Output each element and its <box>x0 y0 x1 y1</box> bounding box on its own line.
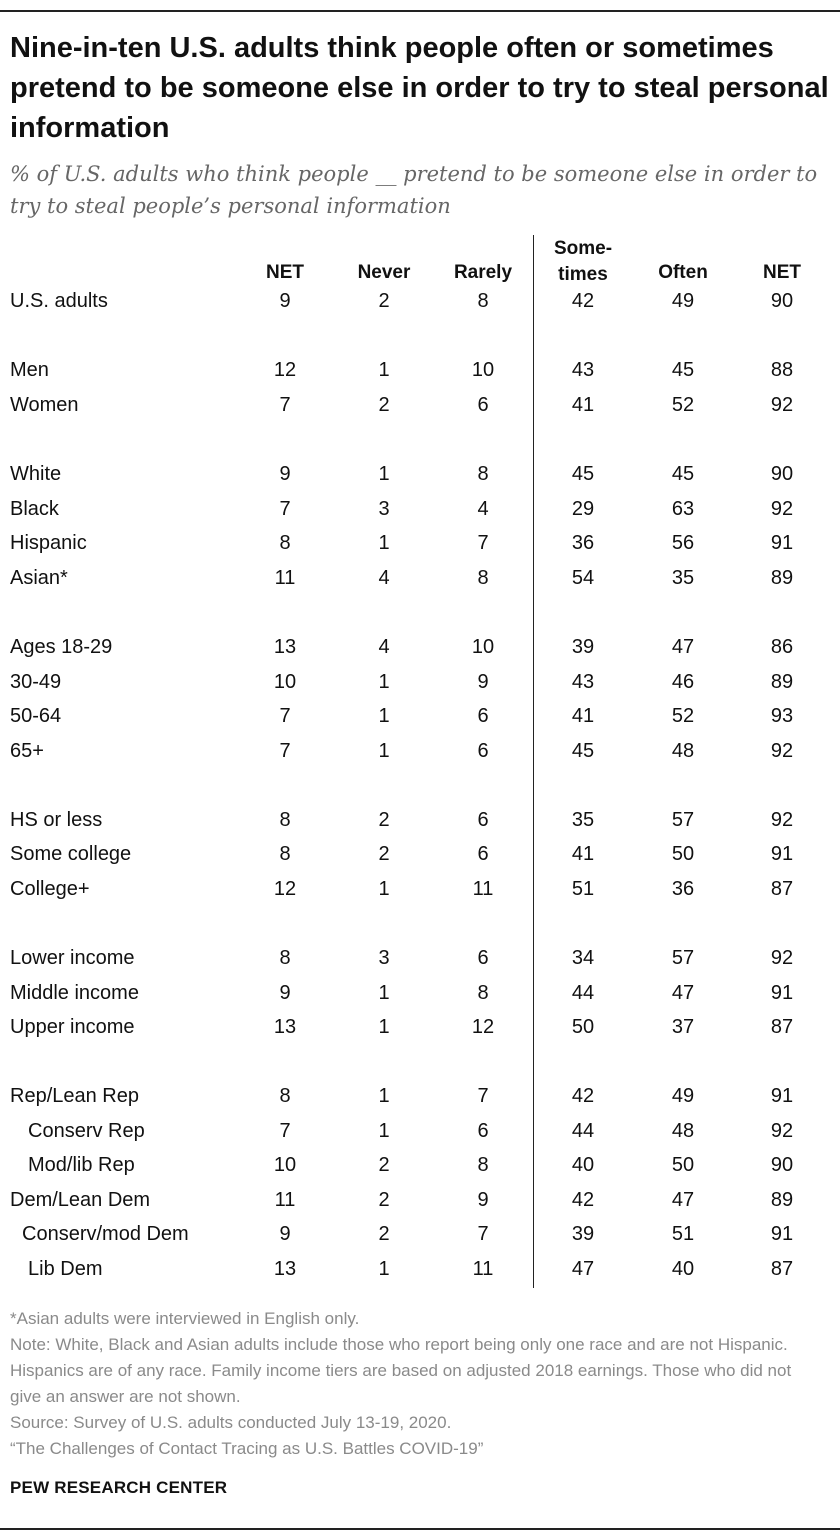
data-label-often: 40 <box>671 1258 695 1280</box>
data-label-sometimes: 50 <box>571 1016 595 1038</box>
data-label-net-high: 91 <box>770 982 794 1004</box>
row-label: Black <box>10 498 59 520</box>
row-label: Lib Dem <box>28 1258 103 1280</box>
data-label-rarely: 8 <box>477 567 489 589</box>
data-label-rarely: 6 <box>477 705 489 727</box>
table-row <box>0 1114 840 1148</box>
data-label-sometimes: 42 <box>571 1085 595 1107</box>
data-label-often: 48 <box>671 1120 695 1142</box>
table-row <box>0 837 840 871</box>
data-label-never: 1 <box>378 740 390 762</box>
column-header-often: Often <box>658 262 708 283</box>
data-label-never: 1 <box>378 705 390 727</box>
data-label-net-high: 91 <box>770 1085 794 1107</box>
data-label-net-low: 8 <box>279 809 291 831</box>
data-label-rarely: 6 <box>477 1120 489 1142</box>
data-label-rarely: 8 <box>477 1154 489 1176</box>
data-label-often: 50 <box>671 1154 695 1176</box>
table-row <box>0 1079 840 1113</box>
data-label-net-high: 93 <box>770 705 794 727</box>
data-label-net-high: 91 <box>770 532 794 554</box>
data-label-net-high: 90 <box>770 463 794 485</box>
data-label-sometimes: 34 <box>571 947 595 969</box>
data-label-sometimes: 54 <box>571 567 595 589</box>
table-row <box>0 872 840 906</box>
data-label-often: 51 <box>671 1223 695 1245</box>
data-label-often: 47 <box>671 982 695 1004</box>
data-label-often: 47 <box>671 1189 695 1211</box>
table-row <box>0 803 840 837</box>
row-label: White <box>10 463 62 485</box>
row-label: Mod/lib Rep <box>28 1154 135 1176</box>
methodology-note: Note: White, Black and Asian adults include those who report being only one race and are not Hispanic. Hispanics are of any race. Family income tiers are based on adjusted 2018 earnings. Those who did not give an answer are not shown. <box>10 1335 792 1406</box>
data-label-sometimes: 40 <box>571 1154 595 1176</box>
data-label-net-high: 92 <box>770 498 794 520</box>
data-label-often: 48 <box>671 740 695 762</box>
data-label-net-high: 87 <box>770 1258 794 1280</box>
data-label-net-low: 7 <box>279 394 291 416</box>
data-label-net-low: 7 <box>279 1120 291 1142</box>
row-label: Middle income <box>10 982 139 1004</box>
data-label-never: 1 <box>378 1258 390 1280</box>
data-label-rarely: 6 <box>477 809 489 831</box>
data-label-rarely: 7 <box>477 532 489 554</box>
row-label: Rep/Lean Rep <box>10 1085 139 1107</box>
data-label-net-low: 12 <box>273 878 297 900</box>
data-label-rarely: 12 <box>471 1016 495 1038</box>
table-row <box>0 1217 840 1251</box>
table-row <box>0 284 840 318</box>
data-label-net-low: 9 <box>279 290 291 312</box>
data-label-sometimes: 39 <box>571 1223 595 1245</box>
row-label: Men <box>10 359 49 381</box>
data-label-net-low: 8 <box>279 843 291 865</box>
data-label-often: 46 <box>671 671 695 693</box>
data-label-never: 1 <box>378 1016 390 1038</box>
column-divider <box>533 235 534 1288</box>
data-label-never: 1 <box>378 463 390 485</box>
data-label-often: 57 <box>671 809 695 831</box>
row-label: Dem/Lean Dem <box>10 1189 151 1211</box>
data-label-net-high: 92 <box>770 947 794 969</box>
data-label-net-low: 13 <box>273 1016 297 1038</box>
data-label-never: 2 <box>378 394 390 416</box>
top-rule <box>0 10 840 12</box>
row-label: U.S. adults <box>10 290 108 312</box>
data-label-never: 2 <box>378 1189 390 1211</box>
data-label-never: 1 <box>378 671 390 693</box>
asian-footnote: *Asian adults were interviewed in English only. <box>10 1309 360 1328</box>
table-row <box>0 1183 840 1217</box>
data-label-rarely: 10 <box>471 359 495 381</box>
data-label-never: 2 <box>378 809 390 831</box>
row-label: Conserv Rep <box>28 1120 145 1142</box>
data-label-often: 52 <box>671 705 695 727</box>
data-label-never: 3 <box>378 498 390 520</box>
table-row <box>0 630 840 664</box>
row-label: Lower income <box>10 947 135 969</box>
data-label-sometimes: 45 <box>571 740 595 762</box>
data-label-net-high: 92 <box>770 809 794 831</box>
data-label-net-low: 7 <box>279 498 291 520</box>
data-label-rarely: 4 <box>477 498 489 520</box>
table-row <box>0 734 840 768</box>
table-row <box>0 976 840 1010</box>
bottom-rule <box>0 1528 840 1530</box>
data-label-often: 36 <box>671 878 695 900</box>
data-label-sometimes: 43 <box>571 359 595 381</box>
pew-brand: PEW RESEARCH CENTER <box>10 1478 228 1497</box>
data-label-rarely: 8 <box>477 463 489 485</box>
data-label-rarely: 11 <box>472 878 494 900</box>
data-label-never: 1 <box>378 878 390 900</box>
data-label-often: 37 <box>671 1016 695 1038</box>
data-label-rarely: 8 <box>477 982 489 1004</box>
data-label-net-high: 92 <box>770 740 794 762</box>
data-label-never: 1 <box>378 359 390 381</box>
data-label-net-high: 89 <box>770 671 794 693</box>
data-label-often: 45 <box>671 463 695 485</box>
data-label-never: 1 <box>378 532 390 554</box>
data-label-often: 52 <box>671 394 695 416</box>
data-label-net-high: 89 <box>770 1189 794 1211</box>
data-label-net-high: 87 <box>770 1016 794 1038</box>
row-label: Asian* <box>10 567 68 589</box>
data-label-net-high: 89 <box>770 567 794 589</box>
row-label: Women <box>10 394 79 416</box>
data-label-rarely: 6 <box>477 947 489 969</box>
data-label-net-high: 87 <box>770 878 794 900</box>
data-label-rarely: 9 <box>477 671 489 693</box>
data-label-net-high: 90 <box>770 1154 794 1176</box>
data-label-rarely: 9 <box>477 1189 489 1211</box>
column-header-net-low: NET <box>266 262 304 283</box>
data-label-never: 2 <box>378 843 390 865</box>
data-label-sometimes: 41 <box>571 705 595 727</box>
data-label-net-low: 8 <box>279 1085 291 1107</box>
data-label-rarely: 8 <box>477 290 489 312</box>
data-label-net-low: 11 <box>274 567 296 589</box>
row-label: 50-64 <box>10 705 62 727</box>
table-row <box>0 457 840 491</box>
data-label-net-low: 8 <box>279 532 291 554</box>
data-label-sometimes: 39 <box>571 636 595 658</box>
data-label-rarely: 10 <box>471 636 495 658</box>
data-label-often: 35 <box>671 567 695 589</box>
column-header-never: Never <box>357 262 411 283</box>
row-label: Hispanic <box>10 532 87 554</box>
data-label-often: 57 <box>671 947 695 969</box>
data-label-sometimes: 51 <box>571 878 595 900</box>
table-row <box>0 665 840 699</box>
table-row <box>0 1252 840 1286</box>
table-row <box>0 561 840 595</box>
data-label-net-low: 9 <box>279 982 291 1004</box>
data-label-never: 2 <box>378 1154 390 1176</box>
row-label: College+ <box>10 878 90 900</box>
data-label-never: 3 <box>378 947 390 969</box>
data-label-rarely: 7 <box>477 1085 489 1107</box>
table-row <box>0 1010 840 1044</box>
data-label-sometimes: 29 <box>571 498 595 520</box>
data-label-net-low: 8 <box>279 947 291 969</box>
row-label: HS or less <box>10 809 103 831</box>
data-label-sometimes: 42 <box>571 290 595 312</box>
data-label-rarely: 7 <box>477 1223 489 1245</box>
data-label-often: 50 <box>671 843 695 865</box>
data-label-sometimes: 36 <box>571 532 595 554</box>
data-label-rarely: 6 <box>477 394 489 416</box>
table-row <box>0 941 840 975</box>
row-label: Conserv/mod Dem <box>22 1223 189 1245</box>
table-row <box>0 353 840 387</box>
data-label-never: 1 <box>378 982 390 1004</box>
data-label-net-high: 86 <box>770 636 794 658</box>
chart-title: Nine-in-ten U.S. adults think people often or sometimes pretend to be someone else in order to try to steal personal information <box>10 32 829 144</box>
data-label-net-high: 91 <box>770 843 794 865</box>
table-row <box>0 1148 840 1182</box>
data-label-net-high: 91 <box>770 1223 794 1245</box>
data-label-often: 45 <box>671 359 695 381</box>
row-label: Ages 18-29 <box>10 636 113 658</box>
data-label-net-low: 13 <box>273 636 297 658</box>
table-row <box>0 526 840 560</box>
data-label-sometimes: 41 <box>571 843 595 865</box>
table-row <box>0 699 840 733</box>
data-label-net-high: 90 <box>770 290 794 312</box>
data-label-rarely: 6 <box>477 843 489 865</box>
data-label-net-low: 7 <box>279 740 291 762</box>
row-label: 65+ <box>10 740 44 762</box>
data-label-never: 1 <box>378 1120 390 1142</box>
data-label-net-low: 13 <box>273 1258 297 1280</box>
data-label-never: 2 <box>378 290 390 312</box>
data-label-sometimes: 47 <box>571 1258 595 1280</box>
data-label-never: 4 <box>378 636 390 658</box>
data-label-sometimes: 43 <box>571 671 595 693</box>
data-label-never: 1 <box>378 1085 390 1107</box>
column-header-rarely: Rarely <box>453 262 513 283</box>
data-label-often: 49 <box>671 290 695 312</box>
data-label-often: 49 <box>671 1085 695 1107</box>
report-title: “The Challenges of Contact Tracing as U.S. Battles COVID-19” <box>10 1439 484 1458</box>
data-label-sometimes: 45 <box>571 463 595 485</box>
row-label: 30-49 <box>10 671 62 693</box>
data-label-sometimes: 35 <box>571 809 595 831</box>
row-label: Upper income <box>10 1016 135 1038</box>
data-label-often: 63 <box>671 498 695 520</box>
row-label: Some college <box>10 843 132 865</box>
data-label-net-high: 88 <box>770 359 794 381</box>
data-label-sometimes: 42 <box>571 1189 595 1211</box>
data-label-net-low: 9 <box>279 1223 291 1245</box>
footer-notes <box>10 1306 825 1462</box>
data-label-often: 47 <box>671 636 695 658</box>
data-label-sometimes: 44 <box>571 1120 595 1142</box>
column-header-sometimes: Some- times <box>553 238 613 285</box>
data-label-net-low: 9 <box>279 463 291 485</box>
data-label-sometimes: 44 <box>571 982 595 1004</box>
data-label-net-low: 10 <box>273 1154 297 1176</box>
data-label-rarely: 11 <box>472 1258 494 1280</box>
data-label-net-low: 12 <box>273 359 297 381</box>
data-label-sometimes: 41 <box>571 394 595 416</box>
data-label-often: 56 <box>671 532 695 554</box>
column-header-net-high: NET <box>763 262 801 283</box>
data-label-never: 4 <box>378 567 390 589</box>
data-label-net-high: 92 <box>770 394 794 416</box>
table-row <box>0 492 840 526</box>
data-label-net-low: 7 <box>279 705 291 727</box>
data-label-rarely: 6 <box>477 740 489 762</box>
data-label-never: 2 <box>378 1223 390 1245</box>
chart-subtitle: % of U.S. adults who think people __ pretend to be someone else in order to try to steal people’s personal information <box>10 162 818 218</box>
data-label-net-low: 11 <box>274 1189 296 1211</box>
data-label-net-low: 10 <box>273 671 297 693</box>
data-label-net-high: 92 <box>770 1120 794 1142</box>
source-note: Source: Survey of U.S. adults conducted July 13-19, 2020. <box>10 1413 452 1432</box>
table-row <box>0 388 840 422</box>
